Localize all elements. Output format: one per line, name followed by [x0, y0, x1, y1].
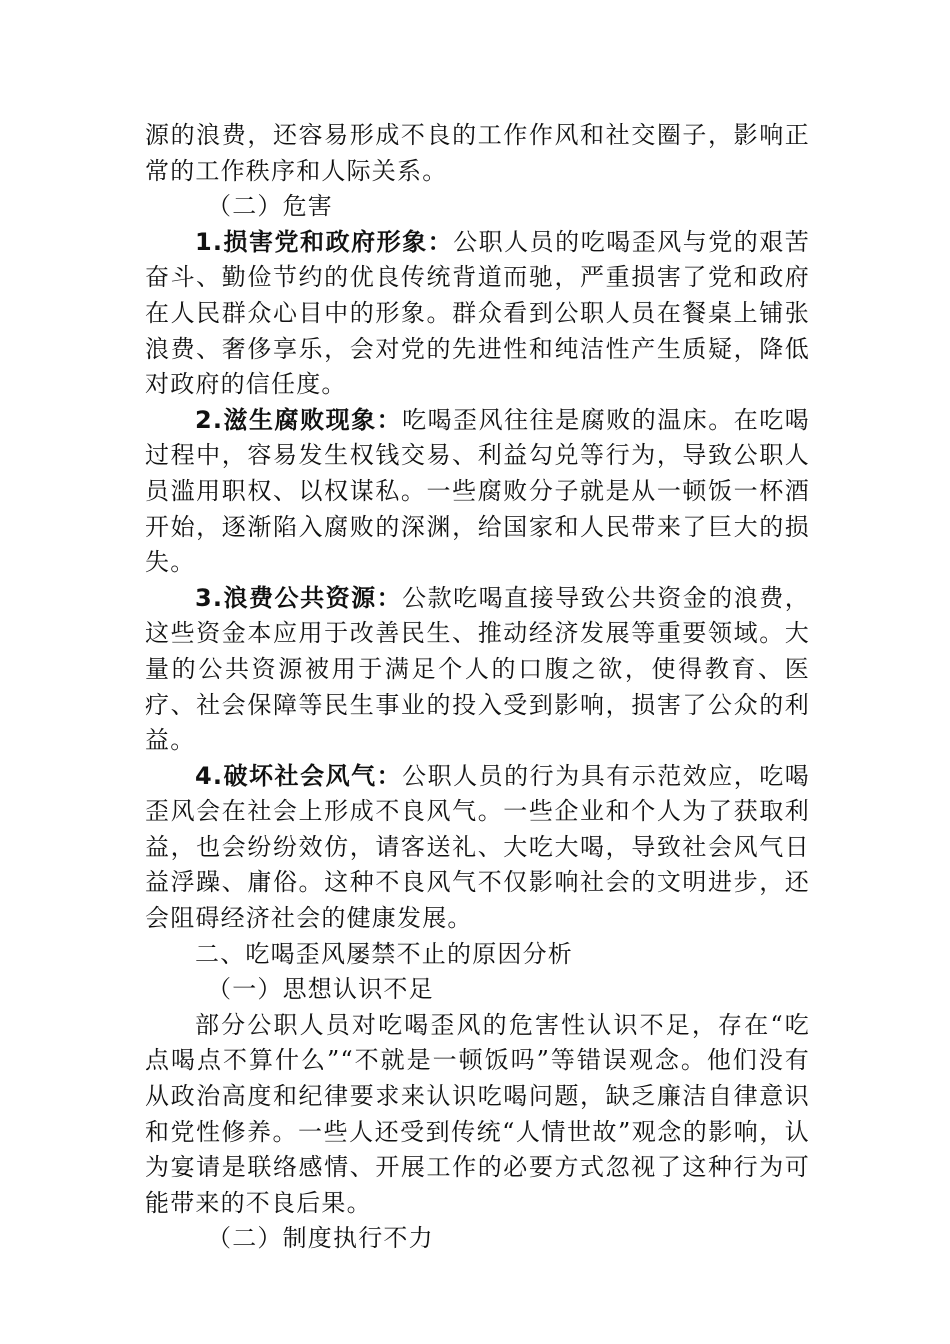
awareness-paragraph: 部分公职人员对吃喝歪风的危害性认识不足，存在“吃点喝点不算什么”“不就是一顿饭吗”等错误观念。他们没有从政治高度和纪律要求来认识吃喝问题，缺乏廉洁自律意识和党性修养。一些人还受到传统“人情世故”观念的影响，认为宴请是联络感情、开展工作的必要方式忽视了这种行为可能带来的不良后果。 [145, 1010, 810, 1217]
harm-text-1: 公职人员的吃喝歪风与党的艰苦奋斗、勤俭节约的优良传统背道而驰，严重损害了党和政府在人民群众心目中的形象。群众看到公职人员在餐桌上铺张浪费、奢侈享乐，会对党的先进性和纯洁性产生质疑，降低对政府的信任度。 [145, 227, 810, 399]
document-body [145, 118, 810, 1257]
harm-title-2: 2.滋生腐败现象： [195, 405, 403, 434]
harm-text-2: 吃喝歪风往往是腐败的温床。在吃喝过程中，容易发生权钱交易、利益勾兑等行为，导致公职人员滥用职权、以权谋私。一些腐败分子就是从一顿饭一杯酒开始，逐渐陷入腐败的深渊，给国家和人民带来了巨大的损失。 [145, 405, 811, 577]
subheading-harm: （二）危害 [207, 192, 333, 221]
harm-text-4: 公职人员的行为具有示范效应，吃喝歪风会在社会上形成不良风气。一些企业和个人为了获取利益，也会纷纷效仿，请客送礼、大吃大喝，导致社会风气日益浮躁、庸俗。这种不良风气不仅影响社会的文明进步，还会阻碍经济社会的健康发展。 [145, 761, 811, 933]
harm-paragraph-4 [145, 759, 810, 937]
harm-paragraph-3 [145, 581, 810, 759]
subheading-enforcement: （二）制度执行不力 [207, 1224, 434, 1253]
harm-paragraph-2 [145, 403, 810, 581]
harm-paragraph-1 [145, 225, 810, 403]
harm-title-1: 1.损害党和政府形象： [195, 227, 454, 256]
harm-title-3: 3.浪费公共资源： [195, 583, 403, 612]
harm-text-3: 公款吃喝直接导致公共资金的浪费，这些资金本应用于改善民生、推动经济发展等重要领域。大量的公共资源被用于满足个人的口腹之欲，使得教育、医疗、社会保障等民生事业的投入受到影响，损害了公众的利益。 [145, 583, 811, 755]
harm-title-4: 4.破坏社会风气： [195, 761, 403, 790]
section-heading-causes: 二、吃喝歪风屡禁不止的原因分析 [195, 939, 573, 968]
intro-continuation-paragraph: 源的浪费，还容易形成不良的工作作风和社交圈子，影响正常的工作秩序和人际关系。 [145, 121, 810, 185]
subheading-awareness: （一）思想认识不足 [207, 975, 434, 1004]
